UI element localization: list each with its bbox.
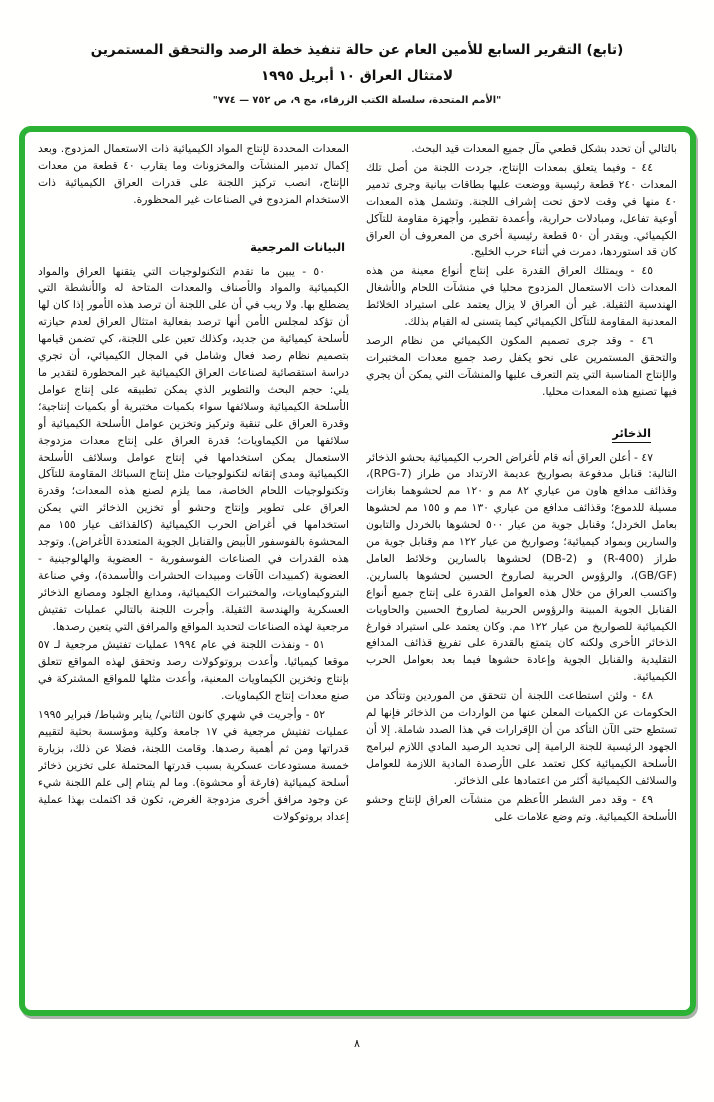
- paragraph-47: ٤٧ - أعلن العراق أنه قام لأغراض الحرب الكيميائية بحشو الذخائر التالية: قنابل مدفوعة بصواريخ عديمة الارتداد من طراز (RPG-7)، وقذائف مدافع هاون من عياري ٨٢ مم و ١٢٠ مم لحشوهما بغازات مسيلة للدموع؛ وقذائف مدافع من عياري ١٣٠ مم و ١٥٥ مم لحشوها بعامل الخردل؛ وقنابل جوية من عيار ٥٠٠ لحشوها بالخردل والتابون والسارين وبمواد كيميائية؛ وصواريخ من عيار ١٢٢ مم وقنابل جوية من طراز (R-400) و (DB-2) لحشوها بالسارين وخلائط العامل (GB/GF)، والرؤوس الحربية لصاروخ الحسين لحشوها بالسارين. واكتسب العراق من خلال هذه العوامل القدرة على إنتاج جميع أنواع القنابل الجوية المبينة والرؤوس الحربية لصاروخ الحسين والحاويات الكيميائية للصواريخ من عيار ١٢٢ مم. وكان يعتمد على استيراد فوارغ الذخائر الأخرى ولكنه كان يتمتع بالقدرة على تفريغ قذائف المدافع التقليدية والقنابل الجوية وإعادة حشوها فيما بعد بعوامل الحرب الكيميائية.: [366, 450, 677, 684]
- paragraph-46: ٤٦ - وقد جرى تصميم المكون الكيميائي من نظام الرصد والتحقق المستمرين على نحو يكفل رصد جميع معدات المختبرات والإنتاج المناسبة التي يتم التعرف عليها والمنشآت التي يمكن أن يجري فيها تصنيع هذه المعدات محليا.: [366, 333, 677, 398]
- section-heading-munitions-text: الذخائر: [612, 426, 651, 443]
- column-right: [366, 141, 677, 1004]
- section-heading-reference-data: [38, 239, 345, 256]
- paragraph-48: ٤٨ - ولئن استطاعت اللجنة أن تتحقق من الموردين وتتأكد من الحكومات عن الكميات المعلن عنها من الواردات من الذخائر فإنها لم تستطع حتى الآن التأكد من أن الإقرارات في هذا الصدد شاملة. إلا أن الجهود الرئيسية للجنة الرامية إلى تحديد الرصيد المادي اللازم لبرامج الأسلحة الكيميائية ككل تعتمد على الأرصدة المادية اللازمة للعوامل والسلائف الكيميائية أكثر من اعتمادها على الذخائر.: [366, 689, 677, 787]
- document-title-line1: (تابع) التقرير السابع للأمين العام عن حالة تنفيذ خطة الرصد والتحقق المستمرين: [90, 42, 624, 58]
- document-header: [0, 42, 714, 106]
- paragraph-51: ٥١ - ونفذت اللجنة في عام ١٩٩٤ عمليات تفتيش مرجعية لـ ٥٧ موقعا كيميائيا. وأعدت بروتوكولات رصد وتحقق لهذه المواقع تتعلق بإنتاج وتخزين الكيماويات المعنية، وأعدت مثلها للمواقع المشتركة في صنع معدات إنتاج الكيماويات.: [38, 638, 349, 703]
- two-column-layout: [38, 141, 677, 1004]
- green-border-content-box: [19, 126, 696, 1016]
- paragraph-50: ٥٠ - يبين ما تقدم التكنولوجيات التي يتقنها العراق والمواد الكيميائية والمواد والأصناف والمعدات المتاحة له والأنشطة التي يضطلع بها. ولا ريب في أن على اللجنة أن ترصد هذه الأمور إذا كان لها أن تؤكد لمجلس الأمن أنها ترصد بفعالية امتثال العراق لعدم حيازته لأسلحة كيميائية من جديد، وكذلك تعين على اللجنة، كي تضمن قيامها بتصميم نظام رصد فعال وشامل في المجال الكيميائي، أن تجري دراسة استقصائية لصناعات العراق الكيميائية غير المحظورة لتقدير ما يلي: حجم البحث والتطوير الذي يمكن تطبيقه على إنتاج عوامل الأسلحة الكيميائية وسلائفها سواء بكميات مختبرية أو بكميات إنتاجية؛ وقدرة العراق على تنقية وتركيز وتخزين عوامل الأسلحة الكيميائية أو سلائفها من الكيماويات؛ قدرة العراق على إنتاج معدات مزدوجة الاستعمال يمكن استخدامها في إنتاج عوامل وسلائف الأسلحة الكيميائية ومدى إتقانه لتكنولوجيات مثل إنتاج السبائك المقاومة للتآكل وتكنولوجيات اللحام الخاصة، مما يلزم لصنع هذه المعدات؛ وقدرة العراق على تطوير وإنتاج وحشو أو تخزين الذخائر التي يمكن استخدامها في أغراض الحرب الكيميائية (كالقذائف عيار ١٥٥ مم المحشوة بالفوسفور الأبيض والقنابل الجوية المتعددة الأغراض). وتوجد هذه القدرات في الصناعات الفوسفورية - العضوية والهالوجينية - العضوية (كمبيدات الآفات ومبيدات الحشرات والأسمدة)، وفي صناعة البتروكيماويات، والمختبرات الكيميائية، ومدابغ الجلود ومصانع الذخائر العسكرية والهندسة الثقيلة. وأجرت اللجنة بالتالي عمليات تفتيش مرجعية لهذه الصناعات لتحديد المواقع والمرافق التي يتعين رصدها.: [38, 264, 349, 633]
- section-heading-reference-data-text: البيانات المرجعية: [250, 239, 345, 254]
- paragraph-45: ٤٥ - ويمتلك العراق القدرة على إنتاج أنواع معينة من هذه المعدات ذات الاستعمال المزدوج محليا في منشآت اللحام والأشغال الهندسية الثقيلة. غير أن العراق لا يزال يعتمد على استيراد الخلائط المعدنية المقاومة للتآكل الكيميائي كيما يتسنى له القيام بذلك.: [366, 264, 677, 329]
- paragraph-49-continuation: المعدات المحددة لإنتاج المواد الكيميائية ذات الاستعمال المزدوج. وبعد إكمال تدمير المنشآت والمخزونات وما يقارب ٤٠ قطعة من معدات الإنتاج، انصب تركيز اللجنة على قدرات العراق الكيميائية ذات الاستخدام المزدوج في الصناعات غير المحظورة.: [38, 142, 349, 206]
- page-number: ٨: [354, 1037, 360, 1050]
- paragraph-44: ٤٤ - وفيما يتعلق بمعدات الإنتاج، جردت اللجنة من أصل تلك المعدات ٢٤٠ قطعة رئيسية ووضعت عليها بطاقات بيانية وجرى تدمير ٤٠ منها في وقت لاحق تحت إشراف اللجنة. وتشمل هذه المعدات أوعية تفاعل، ومبادلات حرارية، وأعمدة تقطير، وأجهزة مقاومة للتآكل الكيميائي. ويقدر أن ٥٠ قطعة رئيسية أخرى من المعروف أن العراق كان قد استوردها، دمرت في أثناء حرب الخليج.: [366, 160, 677, 259]
- paragraph-52-partial: ٥٢ - وأجريت في شهري كانون الثاني/ يناير وشباط/ فبراير ١٩٩٥ عمليات تفتيش مرجعية في ١٧ جامعة وكلية ومؤسسة بحثية لتقييم قدراتها ومن ثم أهمية رصدها. وقامت اللجنة، فضلا عن ذلك، بزيارة خمسة مستودعات عسكرية بسبب قدرتها المحتملة على تخزين ذخائر أسلحة كيميائية (فارغة أو محشوة). وما لم يتنام إلى علم اللجنة شيء عن وجود مرافق أخرى مزدوجة الغرض، تكون قد اكتملت بهذا عملية إعداد بروتوكولات: [38, 708, 349, 823]
- column-left: [38, 141, 349, 1004]
- paragraph-49-partial: ٤٩ - وقد دمر الشطر الأعظم من منشآت العراق لإنتاج وحشو الأسلحة الكيميائية. وتم وضع علامات على: [366, 792, 677, 823]
- document-source-citation: "الأمم المتحدة، سلسلة الكتب الزرقاء، مج ٩، ص ٧٥٢ — ٧٧٤": [212, 95, 502, 106]
- document-title-line2: لامتثال العراق ١٠ أبريل ١٩٩٥: [260, 68, 454, 84]
- paragraph-43-continuation: بالتالي أن تحدد بشكل قطعي مآل جميع المعدات قيد البحث.: [411, 142, 677, 155]
- section-heading-munitions: [366, 425, 651, 442]
